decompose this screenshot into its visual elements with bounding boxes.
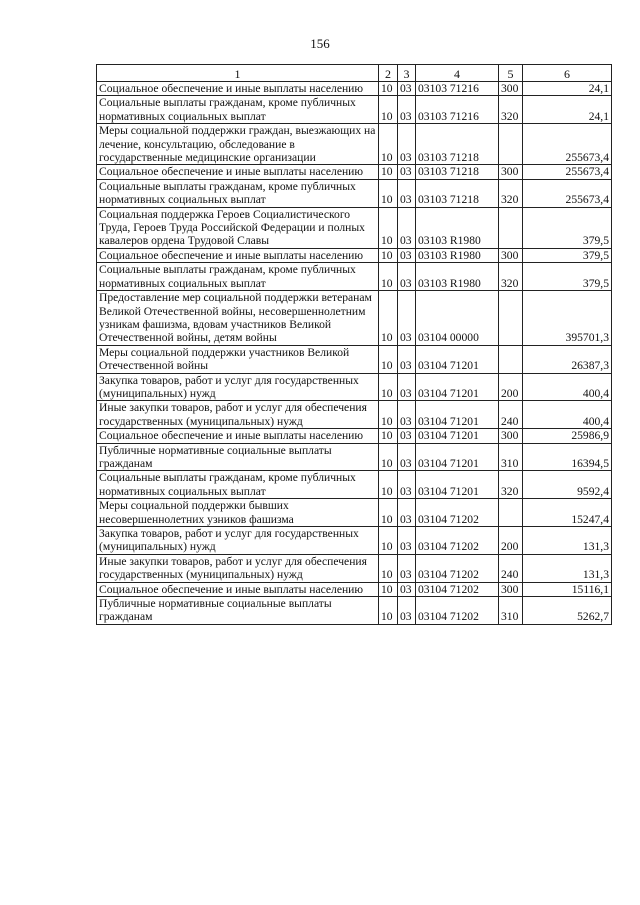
header-cell-name: 1 [97,65,379,82]
cell-name: Социальное обеспечение и иные выплаты населению [97,248,379,262]
cell-expense-type: 240 [499,401,523,429]
cell-amount: 5262,7 [523,597,612,625]
header-cell-subsection: 3 [398,65,416,82]
cell-name: Публичные нормативные социальные выплаты гражданам [97,597,379,625]
cell-section: 10 [379,582,398,596]
cell-section: 10 [379,373,398,401]
cell-name: Социальное обеспечение и иные выплаты населению [97,165,379,179]
cell-target-article: 03104 71201 [416,471,499,499]
cell-target-article: 03104 71201 [416,345,499,373]
cell-name: Социальные выплаты гражданам, кроме публичных нормативных социальных выплат [97,471,379,499]
cell-expense-type: 300 [499,429,523,443]
cell-expense-type: 320 [499,471,523,499]
cell-subsection: 03 [398,527,416,555]
cell-name: Социальные выплаты гражданам, кроме публичных нормативных социальных выплат [97,96,379,124]
cell-name: Меры социальной поддержки бывших несовершеннолетних узников фашизма [97,499,379,527]
table-row [97,248,612,262]
cell-name: Иные закупки товаров, работ и услуг для обеспечения государственных (муниципальных) нужд [97,554,379,582]
cell-name: Социальное обеспечение и иные выплаты населению [97,582,379,596]
table-row [97,443,612,471]
table-row [97,597,612,625]
table-row [97,207,612,248]
cell-expense-type: 300 [499,165,523,179]
cell-expense-type: 310 [499,597,523,625]
cell-target-article: 03104 71201 [416,373,499,401]
cell-target-article: 03103 71218 [416,165,499,179]
table-row [97,499,612,527]
cell-target-article: 03104 71202 [416,582,499,596]
cell-section: 10 [379,165,398,179]
cell-amount: 255673,4 [523,179,612,207]
cell-section: 10 [379,554,398,582]
cell-section: 10 [379,82,398,96]
cell-section: 10 [379,345,398,373]
cell-amount: 131,3 [523,527,612,555]
cell-amount: 255673,4 [523,124,612,165]
cell-target-article: 03104 71201 [416,401,499,429]
cell-target-article: 03103 R1980 [416,248,499,262]
cell-name: Социальное обеспечение и иные выплаты населению [97,82,379,96]
table-row [97,429,612,443]
budget-table [96,64,612,625]
header-cell-expense-type: 5 [499,65,523,82]
header-cell-section: 2 [379,65,398,82]
cell-amount: 9592,4 [523,471,612,499]
table-row [97,471,612,499]
cell-expense-type: 300 [499,248,523,262]
cell-amount: 25986,9 [523,429,612,443]
cell-target-article: 03103 71216 [416,96,499,124]
table-row [97,82,612,96]
cell-amount: 395701,3 [523,291,612,346]
cell-subsection: 03 [398,179,416,207]
cell-target-article: 03104 71201 [416,443,499,471]
cell-amount: 26387,3 [523,345,612,373]
cell-amount: 400,4 [523,373,612,401]
cell-expense-type: 310 [499,443,523,471]
cell-expense-type: 300 [499,582,523,596]
cell-target-article: 03103 R1980 [416,207,499,248]
cell-subsection: 03 [398,582,416,596]
cell-amount: 24,1 [523,82,612,96]
cell-subsection: 03 [398,263,416,291]
cell-name: Социальные выплаты гражданам, кроме публичных нормативных социальных выплат [97,179,379,207]
table-row [97,527,612,555]
cell-name: Иные закупки товаров, работ и услуг для обеспечения государственных (муниципальных) нужд [97,401,379,429]
cell-section: 10 [379,96,398,124]
cell-section: 10 [379,597,398,625]
cell-subsection: 03 [398,401,416,429]
cell-name: Публичные нормативные социальные выплаты гражданам [97,443,379,471]
page-number: 156 [310,36,330,51]
cell-amount: 15116,1 [523,582,612,596]
cell-subsection: 03 [398,471,416,499]
cell-subsection: 03 [398,207,416,248]
cell-target-article: 03104 71202 [416,527,499,555]
cell-name: Социальные выплаты гражданам, кроме публичных нормативных социальных выплат [97,263,379,291]
cell-name: Социальное обеспечение и иные выплаты населению [97,429,379,443]
table-row [97,124,612,165]
cell-amount: 16394,5 [523,443,612,471]
cell-subsection: 03 [398,124,416,165]
cell-amount: 255673,4 [523,165,612,179]
cell-section: 10 [379,207,398,248]
table-row [97,554,612,582]
table-row [97,179,612,207]
cell-amount: 379,5 [523,263,612,291]
cell-expense-type [499,499,523,527]
cell-target-article: 03103 R1980 [416,263,499,291]
cell-section: 10 [379,499,398,527]
cell-name: Меры социальной поддержки участников Великой Отечественной войны [97,345,379,373]
table-header [97,65,612,82]
cell-expense-type [499,345,523,373]
table-row [97,291,612,346]
cell-section: 10 [379,124,398,165]
cell-section: 10 [379,429,398,443]
cell-name: Меры социальной поддержки граждан, выезжающих на лечение, консультацию, обследование в государственные медицинские организации [97,124,379,165]
cell-target-article: 03103 71218 [416,124,499,165]
table-row [97,373,612,401]
cell-section: 10 [379,527,398,555]
table-row [97,165,612,179]
cell-amount: 15247,4 [523,499,612,527]
cell-target-article: 03103 71216 [416,82,499,96]
cell-expense-type: 320 [499,96,523,124]
cell-expense-type [499,291,523,346]
cell-subsection: 03 [398,248,416,262]
cell-subsection: 03 [398,597,416,625]
cell-target-article: 03104 00000 [416,291,499,346]
cell-section: 10 [379,179,398,207]
cell-name: Социальная поддержка Героев Социалистического Труда, Героев Труда Российской Федерации и полных кавалеров ордена Трудовой Славы [97,207,379,248]
cell-subsection: 03 [398,554,416,582]
cell-subsection: 03 [398,499,416,527]
cell-amount: 400,4 [523,401,612,429]
cell-expense-type: 320 [499,263,523,291]
cell-target-article: 03104 71202 [416,499,499,527]
cell-subsection: 03 [398,82,416,96]
cell-name: Закупка товаров, работ и услуг для государственных (муниципальных) нужд [97,373,379,401]
cell-amount: 131,3 [523,554,612,582]
header-cell-target-article: 4 [416,65,499,82]
cell-expense-type [499,124,523,165]
cell-subsection: 03 [398,96,416,124]
cell-expense-type [499,207,523,248]
table-row [97,263,612,291]
cell-amount: 379,5 [523,248,612,262]
cell-subsection: 03 [398,291,416,346]
cell-amount: 379,5 [523,207,612,248]
cell-section: 10 [379,471,398,499]
cell-section: 10 [379,401,398,429]
header-row [97,65,612,82]
table-row [97,401,612,429]
cell-section: 10 [379,291,398,346]
cell-expense-type: 200 [499,373,523,401]
cell-subsection: 03 [398,165,416,179]
cell-amount: 24,1 [523,96,612,124]
table-row [97,345,612,373]
cell-name: Предоставление мер социальной поддержки ветеранам Великой Отечественной войны, несовершеннолетним узникам фашизма, вдовам участников Великой Отечественной войны, детям войны [97,291,379,346]
cell-expense-type: 240 [499,554,523,582]
cell-subsection: 03 [398,429,416,443]
cell-section: 10 [379,263,398,291]
cell-target-article: 03104 71202 [416,554,499,582]
cell-subsection: 03 [398,443,416,471]
cell-target-article: 03103 71218 [416,179,499,207]
cell-target-article: 03104 71202 [416,597,499,625]
cell-expense-type: 200 [499,527,523,555]
table-row [97,96,612,124]
cell-expense-type: 300 [499,82,523,96]
cell-subsection: 03 [398,345,416,373]
cell-expense-type: 320 [499,179,523,207]
cell-section: 10 [379,248,398,262]
cell-subsection: 03 [398,373,416,401]
cell-target-article: 03104 71201 [416,429,499,443]
cell-name: Закупка товаров, работ и услуг для государственных (муниципальных) нужд [97,527,379,555]
cell-section: 10 [379,443,398,471]
table-row [97,582,612,596]
table-body [97,82,612,625]
header-cell-amount: 6 [523,65,612,82]
